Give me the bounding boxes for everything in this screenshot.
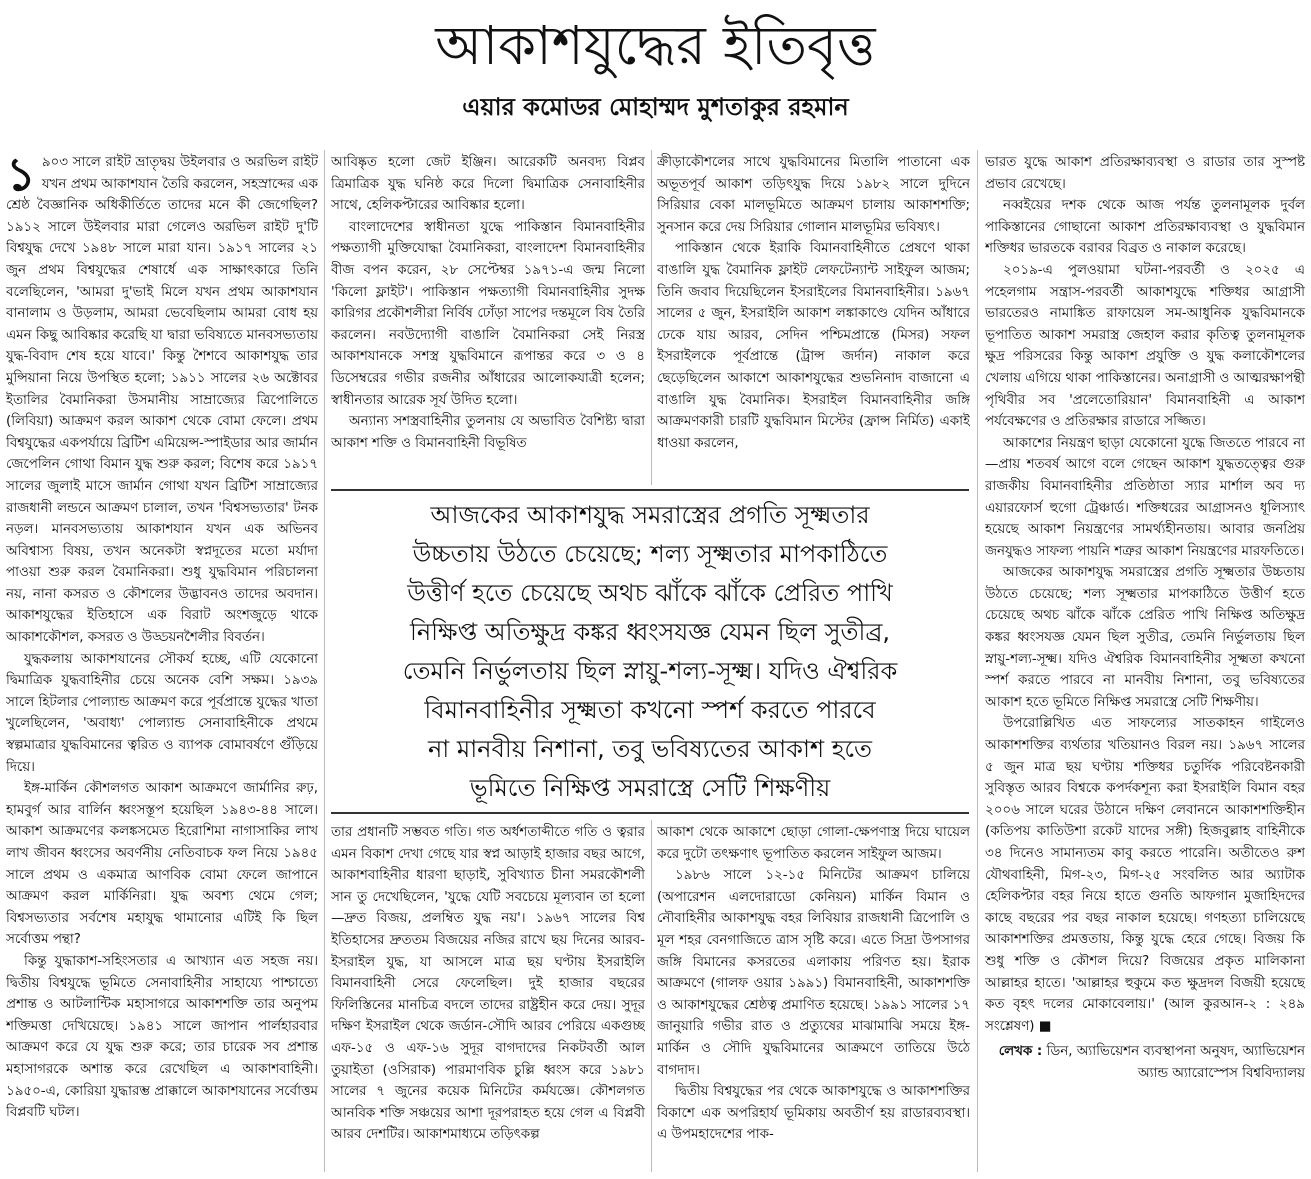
pullquote-line: না মানবীয় নিশানা, তবু ভবিষ্যতের আকাশ হতে bbox=[427, 735, 873, 763]
pullquote-line: আজকের আকাশযুদ্ধ সমরাস্ত্রের প্রগতি সূক্ষ্মতার bbox=[430, 501, 870, 529]
pull-quote bbox=[335, 496, 965, 808]
paragraph: ভারত যুদ্ধে আকাশ প্রতিরক্ষাব্যবস্থা ও রাডার তার সুস্পষ্ট প্রভাব রেখেছে। bbox=[985, 155, 1305, 192]
column-divider bbox=[324, 150, 325, 1172]
pullquote-line: বিমানবাহিনীর সূক্ষ্মতা কখনো স্পর্শ করতে পারবে bbox=[424, 696, 876, 724]
pullquote-line: উত্তীর্ণ হতে চেয়েছে অথচ ঝাঁকে ঝাঁকে প্রেরিত পাখি bbox=[407, 579, 893, 607]
paragraph: তার প্রধানটি সম্ভবত গতি। গত অর্ধশতাব্দীতে গতি ও ত্বরার এমন বিকাশ দেখা গেছে যার স্বপ্ন আড়াই হাজার বছর আগে, আকাশবাহিনীর ধারণা ছাড়াই, সুবিখ্যাত চীনা সমরকৌশলী সান তু দেখেছিলেন, 'যুদ্ধে যেটি সবচেয়ে মূল্যবান তা হলো—দ্রুত বিজয়, প্রলম্বিত যুদ্ধ নয়'। ১৯৬৭ সালের বিশ্ব ইতিহাসের দ্রুততম বিজয়ের নজির রাখে ছয় দিনের আরব-ইসরাইল যুদ্ধ, যা আসলে মাত্র ছয় ঘণ্টায় ইসরাইলি বিমানবাহিনী সেরে ফেলেছিল। দুই হাজার বছরের ফিলিস্তিনের মানচিত্র বদলে তাদের রাষ্ট্রহীন করে দেয়। সুদূর দক্ষিণ ইসরাইল থেকে জর্ডান-সৌদি আরব পেরিয়ে একগুচ্ছ এফ-১৫ ও এফ-১৬ সুদূর বাগদাদের নিকটবর্তী আল তুয়াইতা (ওসিরাক) পারমাণবিক চুল্লি ধ্বংস করে ১৯৮১ সালের ৭ জুনের কয়েক মিনিটের কর্মযজ্ঞে। কৌশলগত আনবিক শক্তি সঞ্চয়ের আশা দূরপরাহত হয়ে গেল এ বিপ্লবী আরব দেশটির। আকাশমাধ্যমে তড়িৎকল্প bbox=[331, 825, 645, 1143]
pullquote-top-rule bbox=[331, 489, 969, 491]
column-3-top bbox=[657, 152, 970, 482]
pullquote-line: ভূমিতে নিক্ষিপ্ত সমরাস্ত্রে সেটি শিক্ষণীয় bbox=[469, 774, 831, 802]
pullquote-bottom-rule bbox=[331, 812, 969, 814]
paragraph: অন্যান্য সশস্ত্রবাহিনীর তুলনায় যে অভাবিত বৈশিষ্ট্য দ্বারা আকাশ শক্তি ও বিমানবাহিনী বিভূষিত bbox=[331, 414, 645, 451]
drop-cap: ১ bbox=[6, 152, 36, 201]
author-label: লেখক : bbox=[998, 1044, 1043, 1060]
paragraph: দ্বিতীয় বিশ্বযুদ্ধের পর থেকে আকাশযুদ্ধে ও আকাশশক্তির বিকাশে এক অপরিহার্য ভূমিকায় অবতীর্ণ হয় রাডারব্যবস্থা। এ উপমহাদেশের পাক- bbox=[657, 1084, 970, 1143]
pullquote-line: নিক্ষিপ্ত অতিক্ষুদ্র কঙ্কর ধ্বংসযজ্ঞ যেমন ছিল সুতীব্র, bbox=[409, 618, 891, 646]
paragraph: আকাশের নিয়ন্ত্রণ ছাড়া যেকোনো যুদ্ধে জিততে পারবে না—প্রায় শতবর্ষ আগে বলে গেছেন আকাশ যুদ্ধতত্ত্বের গুরু রাজকীয় বিমানবাহিনীর প্রতিষ্ঠাতা স্যার মার্শাল অব দ্য এয়ারফোর্স হুগো ট্রেঞ্চার্ড। শক্তিধরের আগ্রাসনও ধূলিস্যাৎ হয়েছে আকাশ নিয়ন্ত্রণের সামর্থ্যহীনতায়। আবার জনপ্রিয় জনযুদ্ধও সাফল্য পায়নি শত্রুর আকাশ নিয়ন্ত্রণের মারফতিতে। bbox=[985, 435, 1305, 559]
author-affiliation: ডিন, অ্যাভিয়েশন ব্যবস্থাপনা অনুষদ, অ্যাভিয়েশন অ্যান্ড অ্যারোস্পেস বিশ্ববিদ্যালয় bbox=[1046, 1044, 1305, 1081]
column-divider bbox=[651, 150, 652, 485]
paragraph: আবিষ্কৃত হলো জেট ইঞ্জিন। আরেকটি অনবদ্য বিপ্লব ত্রিমাত্রিক যুদ্ধ ঘনিষ্ঠ করে দিলো দ্বিমাত্রিক সেনাবাহিনীর সাথে, হেলিকপ্টারের আবিষ্কার হলো। bbox=[331, 155, 645, 214]
paragraph: যুদ্ধকলায় আকাশযানের সৌকর্য হচ্ছে, এটি যেকোনো দ্বিমাত্রিক যুদ্ধবাহিনীর চেয়ে অনেক বেশি সক্ষম। ১৯৩৯ সালে হিটলার পোল্যান্ড আক্রমণ করে পূর্বপ্রান্তে যুদ্ধের খাতা খুলেছিলেন, 'অবাধ্য' পোল্যান্ড সেনাবাহিনীকে প্রথমে স্বল্পমাত্রার যুদ্ধবিমানের ত্বরিত ও ব্যাপক বোমাবর্ষণে গুঁড়িয়ে দিয়ে। bbox=[6, 651, 318, 775]
paragraph: উপরোল্লিখিত এত সাফল্যের সাতকাহন গাইলেও আকাশশক্তির ব্যর্থতার খতিয়ানও বিরল নয়। ১৯৬৭ সালের ৫ জুন মাত্র ছয় ঘণ্টায় শক্তিধর চতুর্দিক পরিবেষ্টনকারী সুবিস্তৃত আরব বিশ্বকে কপর্দকশূন্য করা ইসরাইলি বিমান বহর ২০০৬ সালে ঘরের উঠানে দক্ষিণ লেবাননে আকাশশক্তিহীন (কতিপয় কাতিউশা রকেট যাদের সঙ্গী) হিজবুল্লাহ বাহিনীকে ৩৪ দিনেও সামান্যতম কাবু করতে পারেনি। অতীতেও রুশ যৌথবাহিনী, মিগ-২৩, মিগ-২৫ সংবলিত আর অ্যাটাক হেলিকপ্টার বহর নিয়ে হাতে গুনতি আফগান মুজাহিদদের কাছে বছরের পর বছর নাকাল হয়েছে। গণহত্যা চালিয়েছে আকাশশক্তির প্রমত্ততায়, কিন্তু যুদ্ধে হেরে গেছে। বিজয় কি শুধু শক্তি ও কৌশল দিয়ে? বিজয়ের প্রকৃত মালিকানা আল্লাহর হাতে। 'আল্লাহর হুকুমে কত ক্ষুদ্রদল বিজয়ী হয়েছে কত বৃহৎ দলের মোকাবেলায়।' (আল কুরআন-২ : ২৪৯ সংশ্লেষণ) ■ bbox=[985, 716, 1305, 1034]
column-divider bbox=[977, 150, 978, 1172]
article-byline: এয়ার কমোডর মোহাম্মদ মুশতাকুর রহমান bbox=[462, 93, 849, 121]
paragraph: বাংলাদেশের স্বাধীনতা যুদ্ধে পাকিস্তান বিমানবাহিনীর পক্ষত্যাগী মুক্তিযোদ্ধা বৈমানিকরা, বাংলাদেশ বিমানবাহিনীর বীজ বপন করেন, ২৮ সেপ্টেম্বর ১৯৭১-এ জন্ম নিলো 'কিলো ফ্লাইট'। পাকিস্তান পক্ষত্যাগী বিমানবাহিনীর সুদক্ষ কারিগর প্রকৌশলীরা নির্বিষ ঢোঁড়া সাপের দন্তমূলে বিষ তৈরি করলেন। নবউদ্যোগী বাঙালি বৈমানিকরা সেই নিরস্ত্র আকাশযানকে সশস্ত্র যুদ্ধবিমানে রূপান্তর করে ৩ ও ৪ ডিসেম্বরের গভীর রজনীর আঁধারের আলোকযাত্রী হলেন; স্বাধীনতার আরেক সূর্য উদিত হলো। bbox=[331, 219, 645, 408]
article-title: আকাশযুদ্ধের ইতিবৃত্ত bbox=[435, 14, 876, 77]
paragraph: ক্রীড়াকৌশলের সাথে যুদ্ধবিমানের মিতালি পাতানো এক অভূতপূর্ব আকাশ তড়িৎযুদ্ধ দিয়ে ১৯৮২ সালে দুদিনে সিরিয়ার বেকা মালভূমিতে আক্রমণ চালায় আকাশশক্তি; সুনসান করে দেয় সিরিয়ার গোলান মালভূমির ভবিষ্যৎ। bbox=[657, 155, 970, 235]
paragraph: আজকের আকাশযুদ্ধ সমরাস্ত্রের প্রগতি সূক্ষ্মতার উচ্চতায় উঠতে চেয়েছে; শল্য সূক্ষ্মতার মাপকাঠিতে উত্তীর্ণ হতে চেয়েছে অথচ ঝাঁকে ঝাঁকে প্রেরিত পাখি নিক্ষিপ্ত অতিক্ষুদ্র কঙ্কর ধ্বংসযজ্ঞ যেমন ছিল সুতীব্র, তেমনি নির্ভুলতায় ছিল স্নায়ু-শল্য-সূক্ষ্ম। যদিও ঐশ্বরিক বিমানবাহিনীর সূক্ষ্মতা কখনো স্পর্শ করতে পারবে না মানবীয় নিশানা, তবু ভবিষ্যতের আকাশ হতে ভূমিতে নিক্ষিপ্ত সমরাস্ত্রে সেটি শিক্ষণীয়। bbox=[985, 565, 1305, 710]
paragraph: পাকিস্তান থেকে ইরাকি বিমানবাহিনীতে প্রেষণে থাকা বাঙালি যুদ্ধ বৈমানিক ফ্লাইট লেফটেন্যান্ট সাইফুল আজম; তিনি জবাব দিয়েছিলেন ইসরাইলের বিমানবাহিনীর। ১৯৬৭ সালের ৫ জুন, ইসরাইলি আকাশ লঙ্কাকাণ্ডে যেদিন আঁধারে ঢেকে যায় আরব, সেদিন পশ্চিমপ্রান্তে (মিসর) সফল ইসরাইলকে পূর্বপ্রান্তে (ট্রান্স জর্দান) নাকাল করে ছেড়েছিলেন আকাশে আকাশযুদ্ধের শুভনিনাদ বাজানো এ বাঙালি যুদ্ধ বৈমানিক। ইসরাইল বিমানবাহিনীর জঙ্গি আক্রমণকারী চারটি যুদ্ধবিমান মিস্টের (ফ্রান্স নির্মিত) একাই ধাওয়া করলেন, bbox=[657, 241, 970, 451]
paragraph: নব্বইয়ের দশক থেকে আজ পর্যন্ত তুলনামূলক দুর্বল পাকিস্তানের গোছানো আকাশ প্রতিরক্ষাব্যবস্থা ও যুদ্ধবিমান শক্তিধর ভারতকে বরাবর বিব্রত ও নাকাল করেছে। bbox=[985, 198, 1305, 257]
column-3-bottom bbox=[657, 822, 970, 1174]
column-2-top bbox=[331, 152, 645, 482]
author-note bbox=[985, 1041, 1305, 1084]
pullquote-line: উচ্চতায় উঠতে চেয়েছে; শল্য সূক্ষ্মতার মাপকাঠিতে bbox=[412, 540, 888, 568]
column-1 bbox=[6, 152, 318, 1174]
paragraph: ৯০৩ সালে রাইট ভ্রাতৃদ্বয় উইলবার ও অরভিল রাইট যখন প্রথম আকাশযান তৈরি করলেন, সহস্রাব্দের এক শ্রেষ্ঠ বৈজ্ঞানিক অধিকীর্তিতে তাদের মনে কী জেগেছিল? ১৯১২ সালে উইলবার মারা গেলেও অরভিল রাইট দু'টি বিশ্বযুদ্ধ দেখে ১৯৪৮ সালে মারা যান। ১৯১৭ সালের ২১ জুন প্রথম বিশ্বযুদ্ধের শেষার্ধে এক সাক্ষাৎকারে তিনি বলেছিলেন, 'আমরা দু'ভাই মিলে যখন প্রথম আকাশযান বানালাম ও উড়লাম, আমরা ভেবেছিলাম আমরা বোধ হয় এমন কিছু আবিষ্কার করেছি যা দ্বারা ভবিষ্যতে মানবসভ্যতায় যুদ্ধ-বিবাদ শেষ হয়ে যাবে।' কিন্তু শৈশবে আকাশযুদ্ধ তার মুন্সিয়ানা নিয়ে উপস্থিত হলো; ১৯১১ সালের ২৬ অক্টোবর ইতালির বৈমানিকরা উসমানীয় সাম্রাজ্যের ত্রিপোলিতে (লিবিয়া) আক্রমণ করল আকাশ থেকে বোমা ফেলে। প্রথম বিশ্বযুদ্ধের একপর্যায়ে ব্রিটিশ এমিয়েন্স-স্পাইডার আর জার্মান জেপেলিন গোথা বিমান যুদ্ধ শুরু করল; বিশেষ করে ১৯১৭ সালের জুলাই মাসে জার্মান গোথা যখন ব্রিটিশ সাম্রাজ্যের রাজধানী লন্ডনে আক্রমণ চালাল, তখন 'বিশ্বসভ্যতার' টনক নড়ল। মানবসভ্যতায় আকাশযান যখন এক অভিনব অবিশ্বাস্য বিষয়, তখন অনেকটা স্বপ্নদূতের মতো মর্যাদা পাওয়া শুরু করল বৈমানিকরা। শুধু যুদ্ধবিমান পরিচালনা নয়, নানা কসরত ও কৌশলের উদ্ভাবনও তাদের অবদান। আকাশযুদ্ধের ইতিহাসে এক বিরাট অংশজুড়ে থাকে আকাশকৌশল, কসরত ও উড্ডয়নশৈলীর বিবর্তন। bbox=[6, 155, 318, 646]
paragraph: ১৯৮৬ সালে ১২-১৫ মিনিটের আক্রমণ চালিয়ে (অপারেশন এলদোরাডো কেনিয়ন) মার্কিন বিমান ও নৌবাহিনীর আকাশযুদ্ধ বহর লিবিয়ার রাজধানী ত্রিপোলি ও মূল শহর বেনগাজিতে ত্রাস সৃষ্টি করে। এতে সিদ্রা উপসাগর জঙ্গি বিমানের কসরতের এলাকায় পরিণত হয়। ইরাক আক্রমণে (গালফ ওয়ার ১৯৯১) বিমানবাহিনী, আকাশশক্তি ও আকাশযুদ্ধের শ্রেষ্ঠত্ব প্রমাণিত হয়েছে। ১৯৯১ সালের ১৭ জানুয়ারি গভীর রাত ও প্রত্যুষের মাঝামাঝি সময়ে ইঙ্গ-মার্কিন ও সৌদি যুদ্ধবিমানের আক্রমণে তাতিয়ে উঠে বাগদাদ। bbox=[657, 868, 970, 1078]
paragraph: ইঙ্গ-মার্কিন কৌশলগত আকাশ আক্রমণে জার্মানির রুঢ়, হামবুর্গ আর বার্লিন ধ্বংসস্তূপ হয়েছিল ১৯৪৩-৪৪ সালে। আকাশ আক্রমণের কলঙ্কসমেত হিরোশিমা নাগাসাকির লাখ লাখ জীবন ধ্বংসের অবর্ণনীয় নেতিবাচক ফল নিয়ে ১৯৪৫ সালে প্রথম ও একমাত্র আণবিক বোমা ফেলে জাপানে আক্রমণ করল মার্কিনিরা। যুদ্ধ অবশ্য থেমে গেল; বিশ্বসভ্যতার সর্বশেষ মহাযুদ্ধ থামানোর এটিই কি ছিল সর্বোত্তম পন্থা? bbox=[6, 781, 318, 948]
paragraph: আকাশ থেকে আকাশে ছোড়া গোলা-ক্ষেপণাস্ত্র দিয়ে ঘায়েল করে দুটো তৎক্ষণাৎ ভূপাতিত করলেন সাইফুল আজম। bbox=[657, 825, 970, 862]
pullquote-line: তেমনি নির্ভুলতায় ছিল স্নায়ু-শল্য-সূক্ষ্ম। যদিও ঐশ্বরিক bbox=[402, 657, 898, 685]
column-2-bottom bbox=[331, 822, 645, 1174]
paragraph: কিন্তু যুদ্ধাকাশ-সহিংসতার এ আখ্যান এত সহজ নয়। দ্বিতীয় বিশ্বযুদ্ধে ভূমিতে সেনাবাহিনীর সাহায্যে পাশ্চাত্যে প্রশান্ত ও আটলান্টিক মহাসাগরে আকাশশক্তি তার অনুপম শক্তিমত্তা দেখিয়েছে। ১৯৪১ সালে জাপান পার্লহারবার আক্রমণ করে যে যুদ্ধ শুরু করে; তার চারেক সব প্রশান্ত মহাসাগরকে অশান্ত করে রেখেছিল এ আকাশবাহিনী। ১৯৫০-এ, কোরিয়া যুদ্ধারম্ভ প্রাক্কালে আকাশযানের সর্বোত্তম বিপ্লবটি ঘটল। bbox=[6, 953, 318, 1121]
column-4 bbox=[985, 152, 1305, 1174]
paragraph: ২০১৯-এ পুলওয়ামা ঘটনা-পরবর্তী ও ২০২৫ এ পহেলগাম সন্ত্রাস-পরবর্তী আকাশযুদ্ধে শক্তিধর আগ্রাসী ভারতেরও নামাঙ্কিত রাফায়েল সম-আধুনিক যুদ্ধবিমানকে ভূপাতিত আকাশ সমরাস্ত্র জেহাল করার কৃতিত্ব তুলনামূলক ক্ষুদ্র পরিসরের কিন্তু আকাশ প্রযুক্তি ও যুদ্ধ কলাকৌশলের খেলায় এগিয়ে থাকা পাকিস্তানের। অনাগ্রাসী ও আত্মরক্ষাপন্থী পৃথিবীর সব 'প্রলেতোরিয়ান' বিমানবাহিনী এ আকাশ পর্যবেক্ষণের ও প্রতিরক্ষার রাডারে সজ্জিত। bbox=[985, 262, 1305, 430]
column-divider bbox=[651, 820, 652, 1172]
